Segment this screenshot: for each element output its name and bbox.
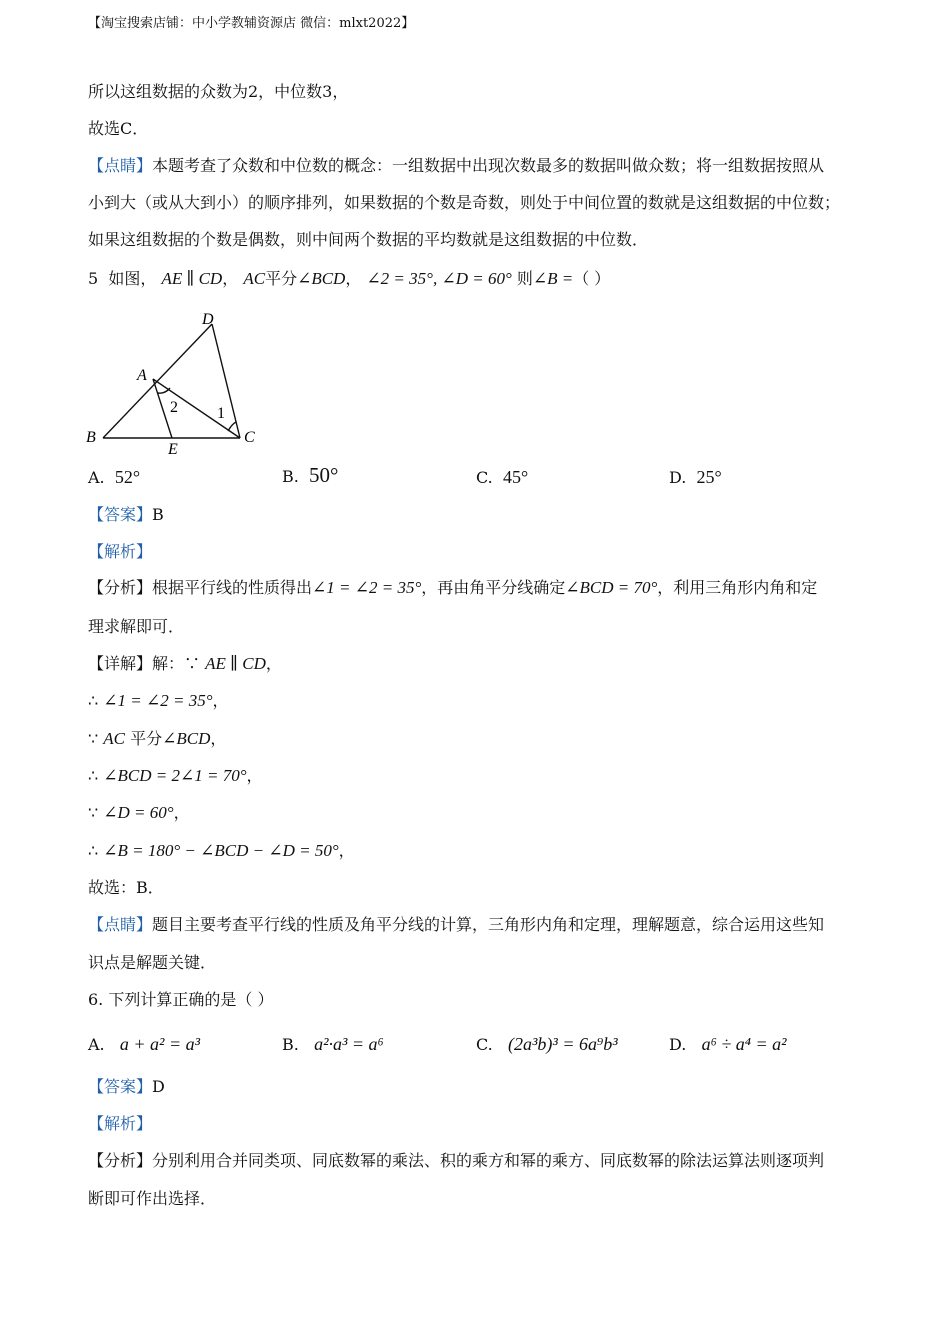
proof-step bbox=[88, 803, 190, 823]
text-span: 根据平行线的性质得出 bbox=[152, 578, 313, 597]
dianjing-tag: 【点睛】 bbox=[88, 156, 153, 175]
answer-line bbox=[88, 1077, 165, 1097]
jiexi-tag: 【解析】 bbox=[88, 1114, 153, 1133]
question-6-stem: 6. 下列计算正确的是（ ） bbox=[88, 990, 274, 1009]
text-span: 平分 bbox=[130, 729, 163, 748]
text-span: ， bbox=[265, 654, 282, 673]
answer-value: D bbox=[152, 1077, 165, 1096]
jiexi-tag: 【解析】 bbox=[88, 542, 153, 561]
answer-tag: 【答案】 bbox=[88, 505, 153, 524]
text-span: 如图， bbox=[108, 269, 157, 288]
question-number: 5 bbox=[88, 269, 99, 288]
math-expr: ∠BCD = 2∠1 = 70° bbox=[103, 766, 247, 785]
label-e: E bbox=[168, 441, 178, 458]
option-value: 45° bbox=[502, 467, 529, 487]
text-span: ， bbox=[246, 766, 263, 785]
therefore-symbol: ∴ bbox=[88, 841, 99, 860]
option-label: C. bbox=[476, 1035, 493, 1054]
option-expr: (2a³b)³ = 6a⁹b³ bbox=[508, 1034, 618, 1054]
because-symbol: ∵ bbox=[88, 803, 99, 822]
answer-value: B bbox=[152, 505, 164, 524]
text-span: ， bbox=[338, 841, 355, 860]
option-d bbox=[669, 466, 722, 489]
fenxi-paragraph bbox=[88, 578, 817, 598]
option-label: D. bbox=[669, 468, 687, 487]
therefore-symbol: ∴ bbox=[88, 691, 99, 710]
angle-1-arc bbox=[228, 422, 236, 431]
text-line: 断即可作出选择． bbox=[88, 1189, 217, 1208]
answer-tag: 【答案】 bbox=[88, 1077, 153, 1096]
option-expr: a⁶ ÷ a⁴ = a² bbox=[701, 1034, 787, 1054]
math-expr: ∠2 = 35°, ∠D = 60° bbox=[366, 269, 512, 288]
option-expr: a + a² = a³ bbox=[119, 1034, 200, 1054]
text-span: ， bbox=[173, 803, 190, 822]
option-label: B. bbox=[282, 1035, 299, 1054]
xiangjie-tag: 【详解】 bbox=[88, 654, 153, 673]
proof-step bbox=[88, 841, 355, 861]
option-label: D. bbox=[669, 1035, 687, 1054]
label-b: B bbox=[86, 429, 96, 446]
option-value: 50° bbox=[309, 463, 339, 487]
text-span: 题目主要考查平行线的性质及角平分线的计算，三角形内角和定理，理解题意，综合运用这些知 bbox=[152, 915, 825, 934]
text-span: ，利用三角形内角和定 bbox=[657, 578, 818, 597]
option-label: C. bbox=[476, 468, 493, 487]
option-label: A. bbox=[88, 1035, 105, 1054]
label-a: A bbox=[137, 367, 147, 384]
text-line: 小到大（或从大到小）的顺序排列，如果数据的个数是奇数，则处于中间位置的数就是这组数据的中位数； bbox=[88, 193, 841, 212]
text-line: 所以这组数据的众数为2，中位数3， bbox=[88, 82, 349, 101]
math-expr: ∠BCD = 70° bbox=[565, 578, 658, 597]
label-angle-1: 1 bbox=[217, 405, 225, 422]
text-span: ，再由角平分线确定 bbox=[421, 578, 566, 597]
text-line: 如果这组数据的个数是偶数，则中间两个数据的平均数就是这组数据的中位数． bbox=[88, 230, 649, 249]
question-5-stem bbox=[88, 269, 610, 289]
text-line: 故选C． bbox=[88, 119, 149, 138]
math-expr: ∠B = 180° − ∠BCD − ∠D = 50° bbox=[103, 841, 339, 860]
math-expr: ∠BCD bbox=[297, 269, 346, 288]
fenxi-paragraph bbox=[88, 1151, 824, 1171]
therefore-symbol: ∴ bbox=[88, 766, 99, 785]
text-span: 平分 bbox=[265, 269, 298, 288]
proof-step bbox=[88, 766, 263, 786]
xiangjie-line bbox=[88, 654, 282, 674]
text-span: ， bbox=[210, 729, 227, 748]
answer-line bbox=[88, 505, 164, 525]
math-expr: ∠B = bbox=[532, 269, 574, 288]
text-span: ， bbox=[222, 269, 239, 288]
option-value: 25° bbox=[696, 467, 722, 487]
dianjing-paragraph bbox=[88, 915, 824, 935]
label-c: C bbox=[244, 429, 255, 446]
text-span: ， bbox=[212, 691, 229, 710]
label-angle-2: 2 bbox=[170, 399, 178, 416]
math-expr: AC bbox=[103, 729, 126, 748]
option-label: A. bbox=[88, 468, 105, 487]
text-span: 本题考查了众数和中位数的概念：一组数据中出现次数最多的数据叫做众数；将一组数据按照从 bbox=[152, 156, 825, 175]
geometry-figure bbox=[84, 306, 264, 458]
text-span: ， bbox=[345, 269, 362, 288]
text-line: 识点是解题关键． bbox=[88, 953, 217, 972]
option-label: B. bbox=[282, 467, 299, 486]
because-symbol: ∵ bbox=[88, 729, 99, 748]
math-expr: AE ∥ CD bbox=[205, 654, 266, 673]
proof-step bbox=[88, 691, 229, 711]
dianjing-tag: 【点睛】 bbox=[88, 915, 153, 934]
math-expr: ∠D = 60° bbox=[103, 803, 174, 822]
text-line: 理求解即可． bbox=[88, 617, 185, 636]
text-span: （ ） bbox=[573, 269, 611, 288]
math-expr: ∠1 = ∠2 = 35° bbox=[103, 691, 213, 710]
page-header: 【淘宝搜索店铺：中小学教辅资源店 微信：mlxt2022】 bbox=[88, 16, 415, 31]
option-value: 52° bbox=[114, 467, 141, 487]
fenxi-tag: 【分析】 bbox=[88, 1151, 153, 1170]
text-line: 故选：B． bbox=[88, 878, 164, 897]
segment-bd bbox=[103, 324, 212, 438]
text-span: 分别利用合并同类项、同底数幂的乘法、积的乘方和幂的乘方、同底数幂的除法运算法则逐项判 bbox=[152, 1151, 825, 1170]
option-expr: a²·a³ = a⁶ bbox=[314, 1034, 384, 1054]
dianjing-paragraph bbox=[88, 156, 824, 176]
option-b bbox=[282, 464, 338, 488]
math-expr: AC bbox=[243, 269, 266, 288]
label-d: D bbox=[202, 311, 214, 328]
option-d bbox=[669, 1033, 787, 1056]
math-expr: ∠BCD bbox=[162, 729, 211, 748]
fenxi-tag: 【分析】 bbox=[88, 578, 153, 597]
segment-ac bbox=[153, 379, 240, 438]
option-a bbox=[88, 466, 140, 489]
math-expr: ∠1 = ∠2 = 35° bbox=[312, 578, 422, 597]
option-c bbox=[476, 466, 528, 489]
option-b bbox=[282, 1033, 384, 1056]
text-span: 解：∵ bbox=[152, 654, 201, 673]
math-expr: AE ∥ CD bbox=[161, 269, 223, 288]
option-c bbox=[476, 1033, 618, 1056]
proof-step bbox=[88, 729, 226, 749]
option-a bbox=[88, 1033, 200, 1056]
text-span: 则 bbox=[516, 269, 533, 288]
